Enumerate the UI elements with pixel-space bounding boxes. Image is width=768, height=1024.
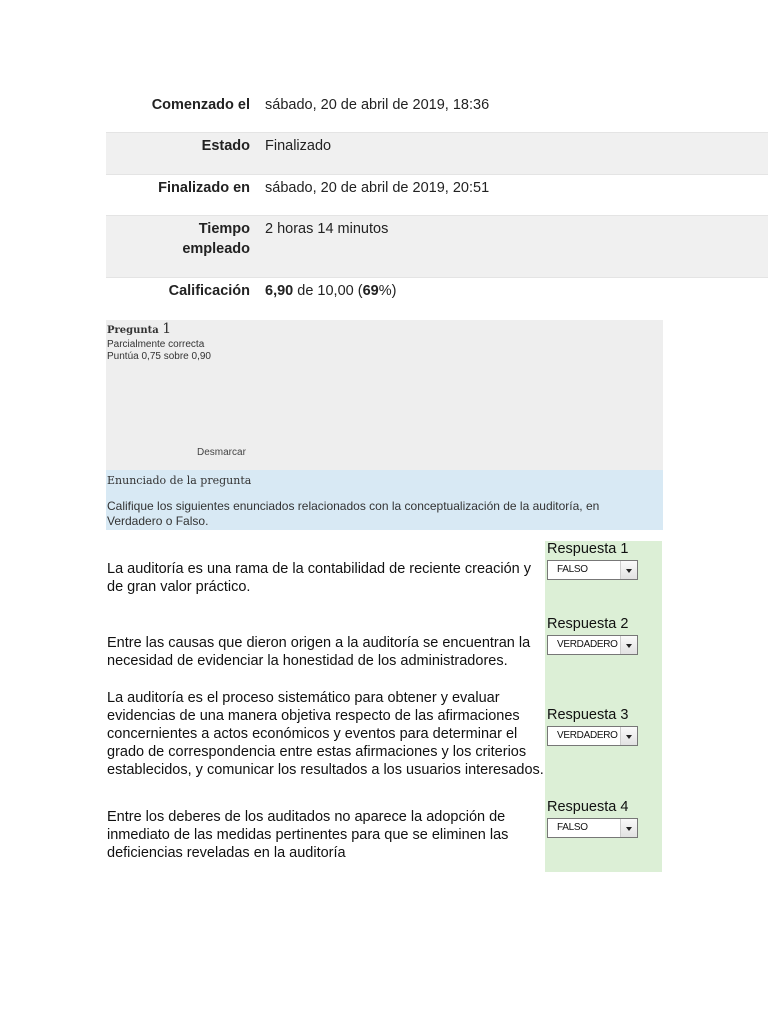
answer-statement-2: Entre las causas que dieron origen a la auditoría se encuentran la necesidad de evidenciar la honestidad de los administradores. [107,635,531,669]
question-number-value: 1 [162,321,172,337]
question-prefix: Pregunta [107,325,159,336]
summary-label: Comenzado el [151,97,250,113]
question-state: Parcialmente correcta [107,339,205,350]
chevron-down-icon [620,819,637,837]
summary-label-line2: empleado [182,241,250,257]
summary-value: 2 horas 14 minutos [265,221,389,237]
question-number [107,321,171,337]
grade-score: 6,90 [265,283,294,299]
summary-row-state [106,133,768,175]
summary-value: sábado, 20 de abril de 2019, 20:51 [265,180,490,196]
question-info-panel [106,320,663,470]
summary-value: Finalizado [265,138,332,154]
answer-select-value: FALSO [557,822,588,833]
grade-percent: 69 [362,283,379,299]
summary-row-grade [106,278,768,320]
summary-value: sábado, 20 de abril de 2019, 18:36 [265,97,490,113]
question-text-heading: Enunciado de la pregunta [107,474,252,487]
answer-label-4: Respuesta 4 [547,799,629,815]
unflag-link[interactable]: Desmarcar [197,447,246,458]
answer-label-2: Respuesta 2 [547,616,629,632]
summary-label: Finalizado en [158,180,250,196]
grade-end: %) [378,283,397,299]
answer-label-3: Respuesta 3 [547,707,629,723]
summary-row-time-taken [106,216,768,278]
chevron-down-icon [620,727,637,745]
question-text-panel [106,470,663,530]
summary-label [106,216,250,259]
grade-out-of: de 10,00 ( [293,283,363,299]
answer-select-value: VERDADERO [557,730,618,741]
summary-label-line1: Tiempo [198,221,250,237]
summary-label: Calificación [168,283,250,299]
summary-row-started [106,92,768,133]
answer-select-value: VERDADERO [557,639,618,650]
answer-statement-4: Entre los deberes de los auditados no aparece la adopción de inmediato de las medidas pertinentes para que se eliminen las deficiencias reveladas en la auditoría [107,809,509,861]
answer-label-1: Respuesta 1 [547,541,629,557]
chevron-down-icon [620,636,637,654]
summary-row-finished [106,175,768,216]
answer-select-4[interactable] [547,818,638,838]
answer-statement-3: La auditoría es el proceso sistemático para obtener y evaluar evidencias de una manera objetiva respecto de las afirmaciones concernientes a actos económicos y eventos para determinar el grado de correspondencia entre estas afirmaciones y los criterios establecidos, y comunicar los resultados a los usuarios interesados. [107,690,544,778]
answer-select-3[interactable] [547,726,638,746]
summary-label: Estado [201,138,250,154]
answer-select-2[interactable] [547,635,638,655]
answer-select-1[interactable] [547,560,638,580]
attempt-summary-table [106,92,768,320]
question-grade: Puntúa 0,75 sobre 0,90 [107,351,211,362]
chevron-down-icon [620,561,637,579]
summary-value [265,278,396,301]
answer-select-value: FALSO [557,564,588,575]
answer-statement-1: La auditoría es una rama de la contabilidad de reciente creación y de gran valor práctico. [107,561,531,595]
question-text: Califique los siguientes enunciados relacionados con la conceptualización de la auditoría, en Verdadero o Falso. [107,499,600,528]
